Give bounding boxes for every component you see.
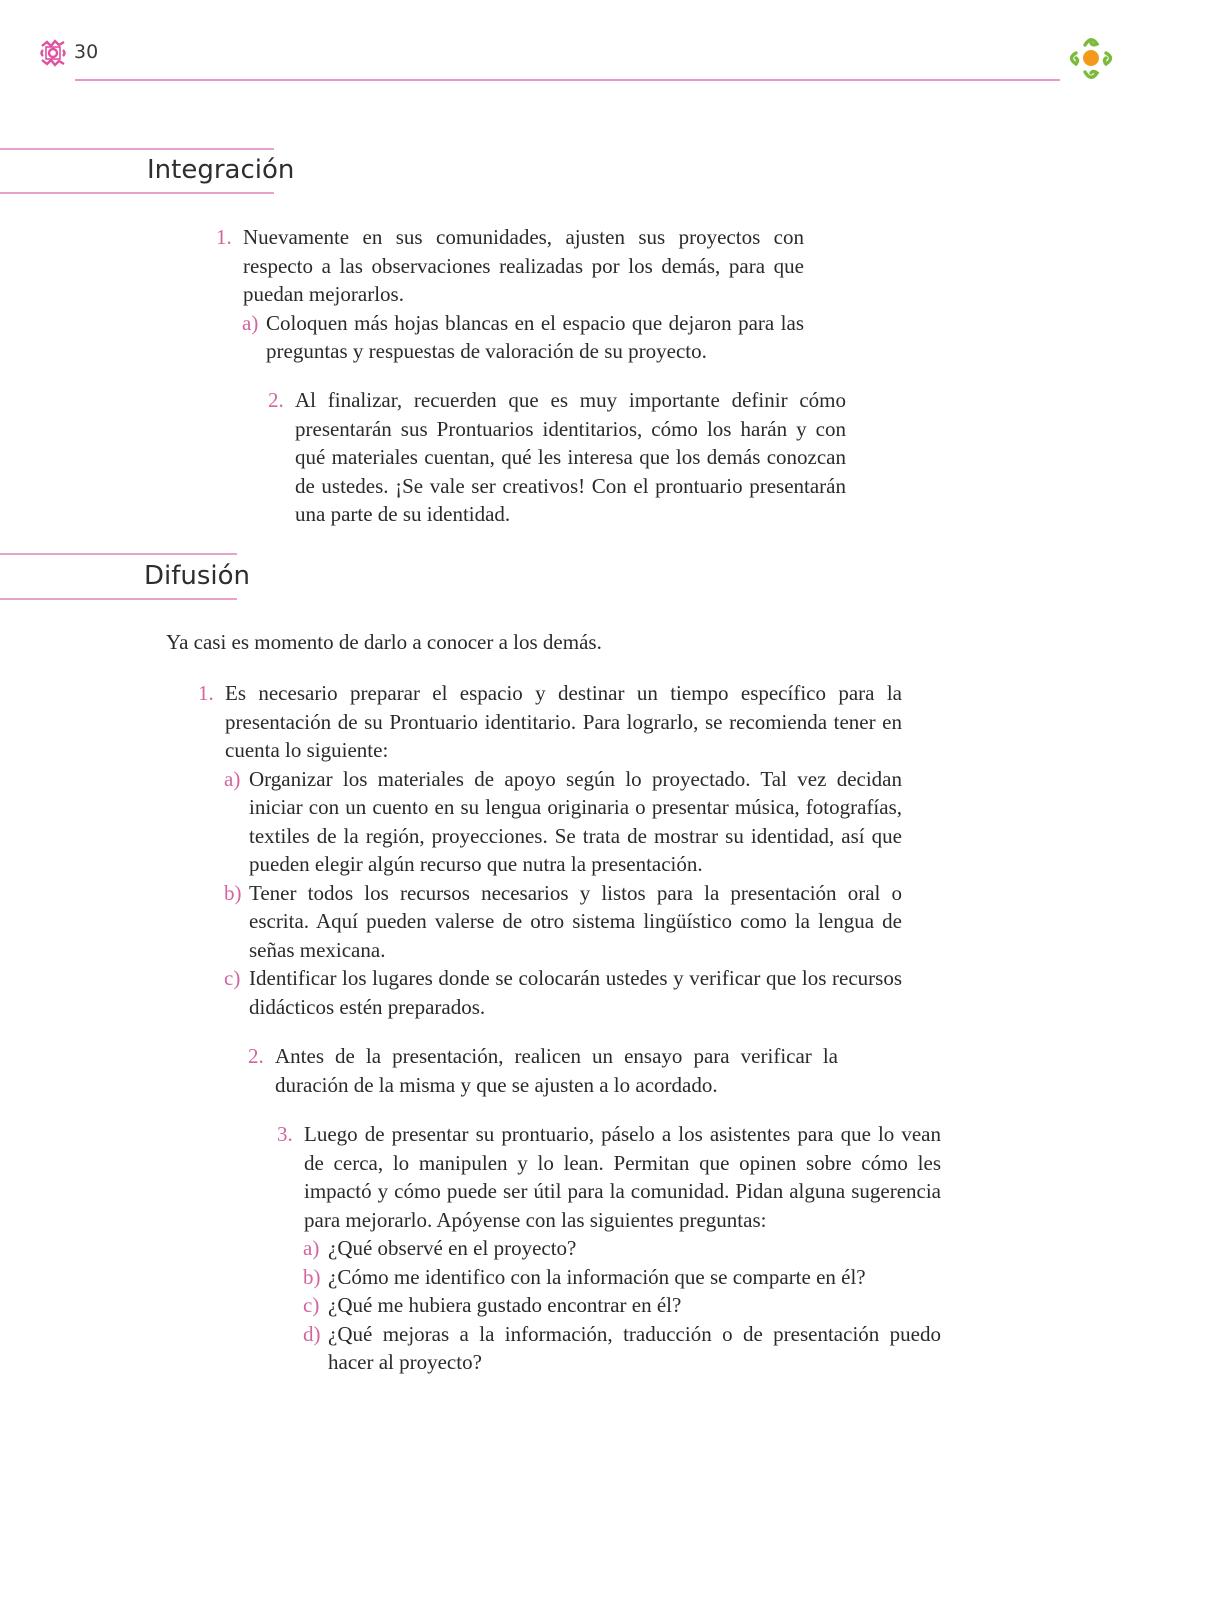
sub-item-text: ¿Qué observé en el proyecto?	[328, 1236, 577, 1260]
sub-item-text: ¿Qué mejoras a la información, traducción o de presentación puedo hacer al proyecto?	[328, 1321, 941, 1374]
sub-item-letter: c)	[224, 966, 241, 990]
integracion-item-1	[216, 223, 804, 366]
item-text: Es necesario preparar el espacio y destinar un tiempo específico para la presentación de su Prontuario identitario. Para lograrlo, se recomienda tener en cuenta lo siguiente:	[225, 681, 902, 762]
sub-item-text: Coloquen más hojas blancas en el espacio que dejaron para las preguntas y respuestas de valoración de su proyecto.	[266, 310, 804, 363]
item-number: 2.	[268, 388, 284, 412]
sub-item-text: Organizar los materiales de apoyo según lo proyectado. Tal vez decidan iniciar con un cuento en su lengua originaria o presentar música, fotografías, textiles de la región, proyecciones. Se trata de mostrar su identidad, así que pueden elegir algún recurso que nutra la presentación.	[249, 766, 902, 876]
section-rule-bottom	[0, 598, 237, 600]
section-title-integracion: Integración	[147, 155, 295, 185]
sub-item-text: Tener todos los recursos necesarios y listos para la presentación oral o escrita. Aquí pueden valerse de otro sistema lingüístico como la lengua de señas mexicana.	[249, 880, 902, 962]
item-number: 3.	[277, 1122, 293, 1146]
sub-item-letter: a)	[242, 310, 259, 335]
header-rule	[75, 79, 1060, 81]
sub-item-text: ¿Cómo me identifico con la información que se comparte en él?	[328, 1264, 866, 1289]
page-number: 30	[74, 41, 99, 63]
sub-item-letter: b)	[303, 1264, 321, 1289]
section-title-difusion: Difusión	[144, 561, 251, 591]
item-text: Nuevamente en sus comunidades, ajusten sus proyectos con respecto a las observaciones realizadas por los demás, para que puedan mejorarlos.	[243, 225, 804, 306]
item-text: Antes de la presentación, realicen un ensayo para verificar la duración de la misma y que se ajusten a lo acordado.	[275, 1044, 838, 1097]
section-rule-bottom	[0, 192, 274, 194]
sub-item-text: Identificar los lugares donde se colocarán ustedes y verificar que los recursos didácticos estén preparados.	[249, 966, 902, 1019]
integracion-item-2	[268, 386, 846, 529]
section-rule-top	[0, 148, 274, 150]
flower-logo-icon	[1066, 32, 1116, 84]
sub-item-letter: a)	[224, 766, 241, 791]
section-rule-top	[0, 553, 237, 555]
item-text: Al finalizar, recuerden que es muy importante definir cómo presentarán sus Prontuarios identitarios, cómo los harán y con qué materiales cuentan, qué les interesa que los demás conozcan de ustedes. ¡Se vale ser creativos! Con el prontuario presentarán una parte de su identidad.	[295, 388, 846, 526]
item-number: 1.	[216, 225, 232, 249]
item-text: Luego de presentar su prontuario, páselo a los asistentes para que lo vean de cerca, lo manipulen y lo lean. Permitan que opinen sobre cómo les impactó y cómo puede ser útil para la comunidad. Pidan alguna sugerencia para mejorarlo. Apóyense con las siguientes preguntas:	[304, 1122, 941, 1232]
sub-item-letter: d)	[303, 1321, 321, 1346]
sub-item-text: ¿Qué me hubiera gustado encontrar en él?	[328, 1293, 682, 1317]
item-number: 2.	[248, 1044, 264, 1068]
difusion-intro: Ya casi es momento de darlo a conocer a los demás.	[166, 630, 602, 654]
ornament-icon	[38, 38, 68, 68]
sub-item-letter: c)	[303, 1293, 320, 1317]
item-number: 1.	[198, 681, 214, 705]
sub-item-letter: a)	[303, 1236, 320, 1260]
difusion-item-1	[198, 679, 902, 1021]
difusion-item-2	[248, 1042, 838, 1099]
sub-item-letter: b)	[224, 880, 242, 905]
difusion-item-3	[277, 1120, 941, 1377]
